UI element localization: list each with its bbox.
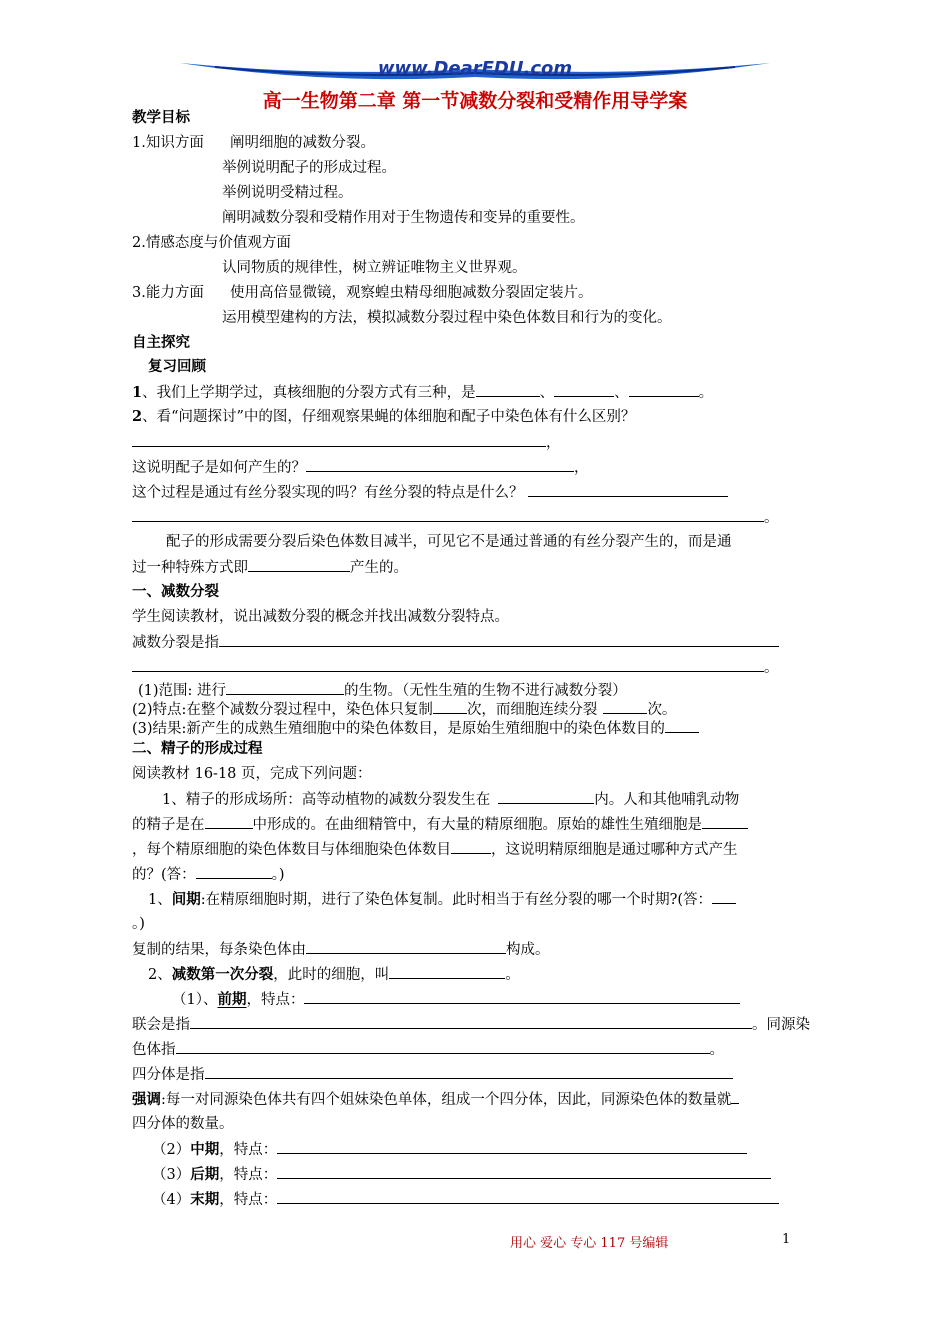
ability-label: 3.能力方面 <box>132 285 204 301</box>
footer-text: 用心 爱心 专心 117 号编辑 <box>510 1236 669 1251</box>
interphase-line: 1、间期:在精原细胞时期，进行了染色体复制。此时相当于有丝分裂的哪一个时期?(答： <box>148 889 736 910</box>
telophase-line: （4）末期，特点： <box>152 1189 779 1210</box>
attitude-label: 2.情感态度与价值观方面 <box>132 235 291 251</box>
definition-line: 减数分裂是指 <box>132 632 779 653</box>
question-2: 2、看“问题探讨”中的图，仔细观察果蝇的体细胞和配子中染色体有什么区别？ <box>132 408 636 425</box>
attitude-item: 认同物质的规律性，树立辨证唯物主义世界观。 <box>222 260 527 276</box>
question-4: 这个过程是通过有丝分裂实现的吗？有丝分裂的特点是什么？ <box>132 482 728 503</box>
result-line: (3)结果:新产生的成熟生殖细胞中的染色体数目，是原始生殖细胞中的染色体数目的 <box>132 718 699 739</box>
explore-heading: 自主探究 <box>132 334 190 351</box>
feature-line: (2)特点:在整个减数分裂过程中，染色体只复制 次，而细胞连续分裂 次。 <box>132 699 676 720</box>
objectives-heading: 教学目标 <box>132 109 190 126</box>
formation-site-cont: 的？(答： 。) <box>132 864 285 885</box>
answer-line[interactable]: 。 <box>132 657 779 678</box>
page-title: 高一生物第二章 第一节减数分裂和受精作用导学案 <box>262 90 688 112</box>
scope-line: (1)范围: 进行 的生物。（无性生殖的生物不进行减数分裂） <box>138 680 627 701</box>
replication-line: 复制的结果，每条染色体由 构成。 <box>132 939 550 960</box>
knowledge-item: 阐明细胞的减数分裂。 <box>230 135 375 151</box>
knowledge-item: 举例说明配子的形成过程。 <box>222 160 396 176</box>
synapsis-line: 联会是指 。同源染 <box>132 1014 810 1035</box>
page-number: 1 <box>782 1232 791 1247</box>
ability-item: 使用高倍显微镜，观察蝗虫精母细胞减数分裂固定装片。 <box>230 285 593 301</box>
interphase-end: 。) <box>132 916 145 932</box>
question-1: 1、我们上学期学过，真核细胞的分裂方式有三种，是 、 、 。 <box>132 384 714 401</box>
prophase-line: （1）、前期，特点： <box>172 989 740 1010</box>
formation-site-cont: ，每个精原细胞的染色体数目与体细胞染色体数目 ，这说明精原细胞是通过哪种方式产生 <box>132 839 738 860</box>
question-3: 这说明配子是如何产生的？ ， <box>132 457 589 478</box>
homolog-line: 色体指 。 <box>132 1039 724 1060</box>
formation-site: 1、精子的形成场所：高等动植物的减数分裂发生在 内。人和其他哺乳动物 <box>162 789 739 810</box>
review-heading: 复习回顾 <box>148 358 206 375</box>
emphasis-cont: 四分体的数量。 <box>132 1116 234 1132</box>
knowledge-label: 1.知识方面 <box>132 135 204 151</box>
anaphase-line: （3）后期，特点： <box>152 1164 771 1185</box>
ability-item: 运用模型建构的方法，模拟减数分裂过程中染色体数目和行为的变化。 <box>222 310 672 326</box>
metaphase-line: （2）中期，特点： <box>152 1139 747 1160</box>
knowledge-item: 阐明减数分裂和受精作用对于生物遗传和变异的重要性。 <box>222 210 585 226</box>
section-1-heading: 一、减数分裂 <box>132 583 219 600</box>
tetrad-line: 四分体是指 <box>132 1064 733 1085</box>
answer-line[interactable]: ， <box>132 432 561 453</box>
meiosis-1-line: 2、减数第一次分裂，此时的细胞，叫 。 <box>148 966 520 983</box>
reading-task: 阅读教材 16-18 页，完成下列问题： <box>132 766 372 782</box>
paragraph: 配子的形成需要分裂后染色体数目减半，可见它不是通过普通的有丝分裂产生的，而是通 <box>166 534 732 550</box>
section-2-heading: 二、精子的形成过程 <box>132 740 263 757</box>
section-1-intro: 学生阅读教材，说出减数分裂的概念并找出减数分裂特点。 <box>132 609 509 625</box>
knowledge-item: 举例说明受精过程。 <box>222 185 353 201</box>
answer-line[interactable]: 。 <box>132 507 779 528</box>
emphasis-line: 强调:每一对同源染色体共有四个姐妹染色单体，组成一个四分体，因此，同源染色体的数量就 <box>132 1089 739 1110</box>
paragraph-cont: 过一种特殊方式即 产生的。 <box>132 557 408 578</box>
formation-site-cont: 的精子是在 中形成的。在曲细精管中，有大量的精原细胞。原始的雄性生殖细胞是 <box>132 814 748 835</box>
site-name: www.DearEDU.com <box>377 58 573 79</box>
